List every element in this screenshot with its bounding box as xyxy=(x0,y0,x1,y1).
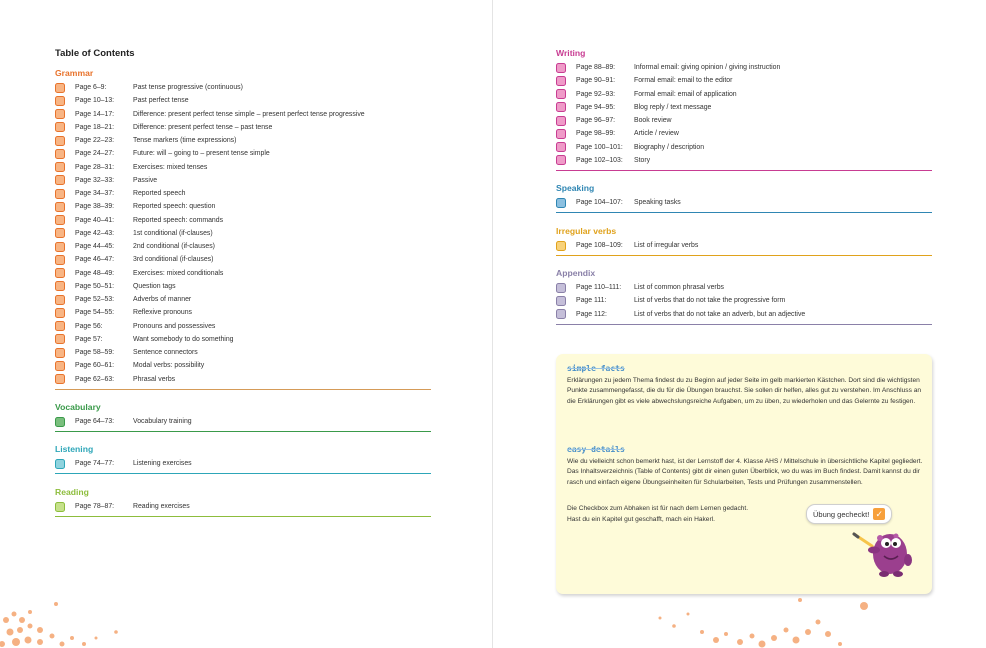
toc-entry xyxy=(55,121,431,134)
topic: List of verbs that do not take the progressive form xyxy=(634,297,786,305)
listening-title: Listening xyxy=(55,444,94,454)
topic: 3rd conditional (if-clauses) xyxy=(133,256,214,264)
decorative-dots-left xyxy=(0,590,130,648)
checkbox[interactable] xyxy=(55,321,65,331)
reading-section xyxy=(55,487,431,517)
topic: Reading exercises xyxy=(133,503,190,511)
page-range: Page 92–93: xyxy=(576,90,616,98)
toc-title: Table of Contents xyxy=(55,48,135,59)
topic: Want somebody to do something xyxy=(133,335,234,343)
toc-entry xyxy=(556,196,932,209)
checkbox[interactable] xyxy=(55,175,65,185)
page-range: Page 44–45: xyxy=(75,243,115,251)
writing-rule xyxy=(556,170,932,171)
toc-entry xyxy=(55,187,431,200)
irregular-title: Irregular verbs xyxy=(556,226,617,236)
page-range: Page 58–59: xyxy=(75,349,115,357)
vocabulary-section xyxy=(55,402,431,432)
simple-facts-text: Erklärungen zu jedem Thema findest du zu Beginn auf jeder Seite im gelb markierten Kästchen. Dort sind die wichtigsten Punkte zusammengefasst, die du für die Übungen brauchst. Sie sollen dir helfen, alles gut zu verstehen. Im Anschluss an die Erklärungen gibt es viele abwechslungsreiche Aufgaben, um zu üben, zu wiederholen und das Gelernte zu festigen. xyxy=(567,377,922,405)
page-range: Page 52–53: xyxy=(75,296,115,304)
grammar-title: Grammar xyxy=(55,68,94,78)
topic: List of irregular verbs xyxy=(634,242,699,250)
mascot-monster-icon xyxy=(852,516,918,582)
checkbox[interactable] xyxy=(55,83,65,93)
checkbox[interactable] xyxy=(55,374,65,384)
page-range: Page 34–37: xyxy=(75,190,115,198)
toc-entry xyxy=(55,81,431,94)
checkbox[interactable] xyxy=(55,215,65,225)
toc-entry xyxy=(55,320,431,333)
checkbox[interactable] xyxy=(556,89,566,99)
page-range: Page 96–97: xyxy=(576,117,616,125)
grammar-rule xyxy=(55,389,431,390)
topic: Biography / description xyxy=(634,143,705,151)
topic: Tense markers (time expressions) xyxy=(133,137,237,145)
page-range: Page 46–47: xyxy=(75,256,115,264)
page-range: Page 78–87: xyxy=(75,503,115,511)
checkbox[interactable] xyxy=(556,129,566,139)
checkbox[interactable] xyxy=(55,242,65,252)
toc-entry xyxy=(55,500,431,513)
page-range: Page 111: xyxy=(576,297,607,305)
page-range: Page 60–61: xyxy=(75,362,115,370)
checkbox[interactable] xyxy=(55,96,65,106)
checkbox[interactable] xyxy=(556,102,566,112)
topic: Difference: present perfect tense simple – present perfect tense progressive xyxy=(133,110,365,118)
page-range: Page 98–99: xyxy=(576,130,616,138)
page-range: Page 90–91: xyxy=(576,77,616,85)
toc-entry xyxy=(556,281,932,294)
toc-entry xyxy=(55,227,431,240)
topic: Past perfect tense xyxy=(133,97,189,105)
appendix-section xyxy=(556,268,932,325)
reading-title: Reading xyxy=(55,487,89,497)
page-range: Page 54–55: xyxy=(75,309,115,317)
topic: Difference: present perfect tense – past tense xyxy=(133,123,273,131)
topic: 1st conditional (if-clauses) xyxy=(133,229,213,237)
topic: Question tags xyxy=(133,282,176,290)
toc-entry xyxy=(55,161,431,174)
toc-entry xyxy=(55,267,431,280)
page-range: Page 102–103: xyxy=(576,156,623,164)
topic: Exercises: mixed conditionals xyxy=(133,269,224,277)
page-range: Page 62–63: xyxy=(75,375,115,383)
listening-section xyxy=(55,444,431,474)
page-range: Page 6–9: xyxy=(75,84,107,92)
page-range: Page 40–41: xyxy=(75,216,115,224)
toc-entry xyxy=(55,253,431,266)
topic: Reflexive pronouns xyxy=(133,309,192,317)
page-range: Page 22–23: xyxy=(75,137,115,145)
toc-entry xyxy=(556,74,932,87)
toc-entry xyxy=(55,280,431,293)
vocabulary-rule xyxy=(55,431,431,432)
checkbox[interactable] xyxy=(55,109,65,119)
checkbox[interactable] xyxy=(556,241,566,251)
appendix-rule xyxy=(556,324,932,325)
page-range: Page 24–27: xyxy=(75,150,115,158)
page-range: Page 104–107: xyxy=(576,199,623,207)
checkbox[interactable] xyxy=(55,502,65,512)
topic: Adverbs of manner xyxy=(133,296,192,304)
topic: Listening exercises xyxy=(133,460,192,468)
toc-entry xyxy=(556,239,932,252)
checkbox[interactable] xyxy=(556,296,566,306)
checkbox[interactable] xyxy=(55,361,65,371)
toc-entry xyxy=(55,457,431,470)
checkbox[interactable] xyxy=(55,162,65,172)
checkbox[interactable] xyxy=(55,228,65,238)
topic: Future: will – going to – present tense simple xyxy=(133,150,270,158)
toc-entry xyxy=(556,88,932,101)
checkbox[interactable] xyxy=(55,281,65,291)
page-range: Page 32–33: xyxy=(75,176,115,184)
checkbox[interactable] xyxy=(556,76,566,86)
topic: 2nd conditional (if-clauses) xyxy=(133,243,215,251)
topic: Phrasal verbs xyxy=(133,375,176,383)
decorative-dots-right xyxy=(650,596,880,648)
checkbox[interactable] xyxy=(556,116,566,126)
toc-entry xyxy=(556,308,932,321)
checkbox[interactable] xyxy=(55,255,65,265)
toc-entry xyxy=(556,101,932,114)
topic: Reported speech: commands xyxy=(133,216,224,224)
checkbox[interactable] xyxy=(556,309,566,319)
toc-entry xyxy=(556,127,932,140)
page-range: Page 38–39: xyxy=(75,203,115,211)
speaking-section xyxy=(556,183,932,213)
toc-entry xyxy=(55,293,431,306)
irregular-verbs-section xyxy=(556,226,932,256)
page-range: Page 112: xyxy=(576,310,607,318)
easy-details-text: Wie du vielleicht schon bemerkt hast, ist der Lernstoff der 4. Klasse AHS / Mittelschule in übersichtliche Kapitel gegliedert. Das Inhaltsverzeichnis (Table of Contents) gibt dir einen guten Überblick, wo du was im Buch findest. Damit kannst du dir rasch und einfach eigene Übungseinheiten für Schularbeiten, Tests und Prüfungen zusammenstellen. xyxy=(567,458,923,486)
info-box xyxy=(556,354,932,594)
page-spine xyxy=(492,0,493,648)
topic: Blog reply / text message xyxy=(634,103,712,111)
hakerl-hint-text: Hast du ein Kapitel gut geschafft, mach ein Hakerl. xyxy=(567,516,715,523)
checkbox-hint-text: Die Checkbox zum Abhaken ist für nach dem Lernen gedacht. xyxy=(567,505,749,512)
topic: Past tense progressive (continuous) xyxy=(133,84,243,92)
page-range: Page 64–73: xyxy=(75,418,115,426)
toc-entry xyxy=(55,94,431,107)
topic: Informal email: giving opinion / giving instruction xyxy=(634,64,781,72)
topic: List of verbs that do not take an adverb, but an adjective xyxy=(634,310,806,318)
toc-entry xyxy=(55,333,431,346)
toc-entry xyxy=(55,108,431,121)
speech-bubble-text: Übung gecheckt! xyxy=(813,509,870,519)
writing-title: Writing xyxy=(556,48,586,58)
page-range: Page 18–21: xyxy=(75,123,115,131)
page-range: Page 110–111: xyxy=(576,284,622,292)
topic: Formal email: email to the editor xyxy=(634,77,733,85)
checkbox[interactable] xyxy=(556,155,566,165)
topic: Reported speech xyxy=(133,190,186,198)
toc-entry xyxy=(55,306,431,319)
checkbox[interactable] xyxy=(55,459,65,469)
checkbox[interactable] xyxy=(556,198,566,208)
page-range: Page 50–51: xyxy=(75,282,115,290)
page-range: Page 48–49: xyxy=(75,269,115,277)
vocabulary-title: Vocabulary xyxy=(55,402,101,412)
topic: Vocabulary training xyxy=(133,418,192,426)
writing-section xyxy=(556,48,932,171)
page-range: Page 108–109: xyxy=(576,242,623,250)
checkbox[interactable] xyxy=(556,283,566,293)
toc-entry xyxy=(556,154,932,167)
toc-entry xyxy=(556,61,932,74)
listening-rule xyxy=(55,473,431,474)
topic: Book review xyxy=(634,117,672,125)
checkbox[interactable] xyxy=(55,122,65,132)
irregular-rule xyxy=(556,255,932,256)
topic: Sentence connectors xyxy=(133,349,198,357)
toc-entry xyxy=(55,134,431,147)
toc-entry xyxy=(55,174,431,187)
page-range: Page 57: xyxy=(75,335,103,343)
toc-entry xyxy=(556,294,932,307)
toc-entry xyxy=(55,373,431,386)
toc-entry xyxy=(556,141,932,154)
page-range: Page 10–13: xyxy=(75,97,115,105)
topic: Formal email: email of application xyxy=(634,90,737,98)
page-range: Page 14–17: xyxy=(75,110,115,118)
toc-entry xyxy=(55,147,431,160)
page-range: Page 28–31: xyxy=(75,163,115,171)
checkbox[interactable] xyxy=(55,149,65,159)
toc-entry xyxy=(55,415,431,428)
toc-entry xyxy=(55,214,431,227)
topic: Reported speech: question xyxy=(133,203,216,211)
checkbox[interactable] xyxy=(55,348,65,358)
topic: Speaking tasks xyxy=(634,199,681,207)
topic: Modal verbs: possibility xyxy=(133,362,205,370)
toc-entry xyxy=(55,346,431,359)
topic: List of common phrasal verbs xyxy=(634,284,724,292)
toc-entry xyxy=(55,359,431,372)
checkbox[interactable] xyxy=(55,308,65,318)
topic: Exercises: mixed tenses xyxy=(133,163,208,171)
speaking-title: Speaking xyxy=(556,183,595,193)
page-range: Page 88–89: xyxy=(576,64,616,72)
checkbox[interactable] xyxy=(55,295,65,305)
page-range: Page 94–95: xyxy=(576,103,616,111)
checkbox[interactable] xyxy=(55,189,65,199)
topic: Pronouns and possessives xyxy=(133,322,216,330)
topic: Passive xyxy=(133,176,158,184)
appendix-title: Appendix xyxy=(556,268,596,278)
toc-entry xyxy=(556,114,932,127)
topic: Article / review xyxy=(634,130,679,138)
checkbox[interactable] xyxy=(556,142,566,152)
topic: Story xyxy=(634,156,651,164)
checkbox[interactable] xyxy=(55,268,65,278)
grammar-section xyxy=(55,68,431,390)
checkmark-icon: ✓ xyxy=(873,508,885,520)
checkbox[interactable] xyxy=(556,63,566,73)
speaking-rule xyxy=(556,212,932,213)
page-range: Page 42–43: xyxy=(75,229,115,237)
reading-rule xyxy=(55,516,431,517)
easy-details-heading: easy details xyxy=(567,445,625,454)
toc-entry xyxy=(55,200,431,213)
page-range: Page 74–77: xyxy=(75,460,115,468)
page-range: Page 100–101: xyxy=(576,143,623,151)
toc-entry xyxy=(55,240,431,253)
checkbox[interactable] xyxy=(55,334,65,344)
checkbox[interactable] xyxy=(55,202,65,212)
checkbox[interactable] xyxy=(55,136,65,146)
checkbox[interactable] xyxy=(55,417,65,427)
page-range: Page 56: xyxy=(75,322,103,330)
simple-facts-heading: simple facts xyxy=(567,364,625,373)
